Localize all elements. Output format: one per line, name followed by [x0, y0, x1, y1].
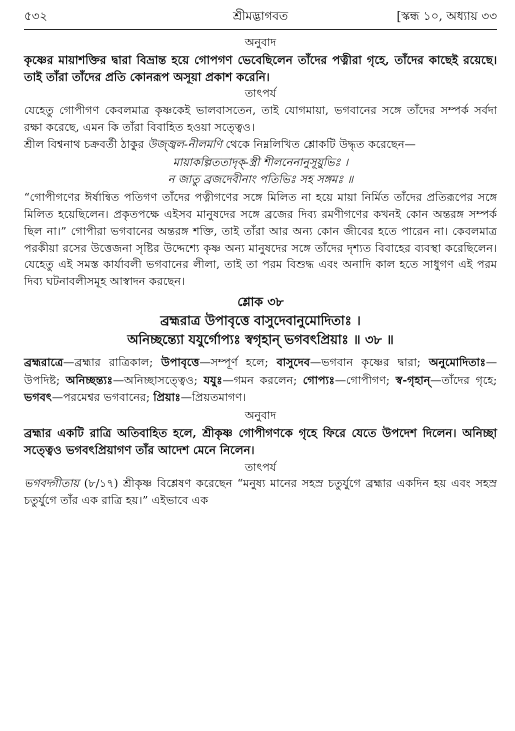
- purport-paragraph-2: [24, 137, 497, 154]
- quoted-verse-line-2: ন জাতু ব্রজদেবীনাং পতিভিঃ সহ সঙ্গমঃ ॥: [167, 173, 354, 187]
- synonym-meaning: —উপদিষ্ট;: [24, 355, 497, 387]
- translation-text-prev: কৃষ্ণের মায়াশক্তির দ্বারা বিভ্রান্ত হয়ে গোপগণ ভেবেছিলেন তাঁদের পত্নীরা গৃহে, তাঁদের কাছেই রয়েছে। তাই তাঁরা তাঁদের প্রতি কোনরূপ অসূয়া প্রকাশ করেনি।: [24, 52, 497, 84]
- translation-text: ব্রহ্মার একটি রাত্রি অতিবাহিত হলে, শ্রীকৃষ্ণ গোপীগণকে গৃহে ফিরে যেতে উপদেশ দিলেন। অনিচ্ছা সত্ত্বেও ভগবৎপ্রিয়াগণ তাঁর আদেশ মেনে নিলেন।: [24, 425, 497, 457]
- synonym-meaning: —সম্পূর্ণ হলে;: [199, 355, 269, 369]
- synonym-word: যযুঃ: [203, 372, 223, 387]
- purport-body: (৮/১৭) শ্রীকৃষ্ণ বিশ্লেষণ করেছেন “মনুষ্য মানের সহস্র চতুর্যুগে ব্রহ্মার একদিন হয় এবং সহস্র চতুর্যুগে তাঁর এক রাত্রি হয়।” এইভাবে এক: [24, 477, 497, 508]
- purport-book-title: ভগবদ্গীতায়: [24, 477, 80, 491]
- page-body: [24, 34, 497, 510]
- synonym-word: উপাবৃত্তে: [161, 354, 200, 369]
- synonym-word: গোপ্যঃ: [302, 372, 335, 387]
- synonym-meaning: —ভগবান কৃষ্ণের দ্বারা;: [310, 355, 421, 369]
- verse-line-1: ব্রহ্মরাত্র উপাবৃত্তে বাসুদেবানুমোদিতাঃ ।: [160, 313, 361, 329]
- cited-book-title: উজ্জ্বল-নীলমণি: [147, 137, 223, 151]
- synonyms-block: [24, 354, 497, 407]
- synonym-meaning: —অনিচ্ছাসত্ত্বেও;: [112, 373, 198, 387]
- quoted-verse-line-1: মায়াকল্পিততাদৃক্-স্ত্রী শীলনেনানুসূয়ুভিঃ ।: [172, 155, 349, 169]
- book-title: শ্রীমদ্ভাগবত: [232, 9, 288, 23]
- purport-paragraph-1: যেহেতু গোপীগণ কেবলমাত্র কৃষ্ণকেই ভালবাসতেন, তাই যোগমায়া, ভগবানের সঙ্গে তাঁদের সম্পর্ক সর্বদা রক্ষা করেছে, এমন কি তাঁরা বিবাহিত হওয়া সত্ত্বেও।: [24, 104, 497, 134]
- purport-heading-prev: তাৎপর্য: [244, 87, 277, 101]
- synonym-meaning: —গোপীগণ;: [334, 373, 390, 387]
- synonym-meaning: —ব্রহ্মার রাত্রিকাল;: [63, 355, 153, 369]
- synonym-word: ভগবৎ: [24, 390, 52, 405]
- synonym-meaning: —গমন করলেন;: [222, 373, 297, 387]
- translation-heading: অনুবাদ: [244, 409, 277, 423]
- synonym-word: ব্রহ্মরাত্রে: [24, 354, 64, 369]
- synonym-word: স্ব-গৃহান্: [395, 372, 431, 387]
- synonym-word: অনিচ্ছন্ত্যঃ: [65, 372, 113, 387]
- verse-line-2: অনিচ্ছন্ত্যো যযুর্গোপ্যঃ স্বগৃহান্ ভগবৎপ্রিয়াঃ ॥ ৩৮ ॥: [127, 332, 394, 348]
- purport-heading: তাৎপর্য: [244, 460, 277, 474]
- purport-text: [24, 476, 497, 510]
- purport-paragraph-2-post: থেকে নিম্নলিখিত শ্লোকটি উদ্ধৃত করেছেন—: [222, 137, 416, 151]
- header-rule: [24, 29, 497, 30]
- purport-paragraph-2-pre: শ্রীল বিশ্বনাথ চক্রবর্তী ঠাকুর: [24, 137, 148, 151]
- page-number: ৫৩২: [24, 9, 48, 23]
- verse-number: শ্লোক ৩৮: [237, 293, 284, 309]
- synonym-word: প্রিয়াঃ: [153, 390, 181, 405]
- synonym-meaning: —প্রিয়তমাগণ।: [180, 391, 247, 405]
- translation-heading-prev: অনুবাদ: [244, 36, 277, 49]
- purport-paragraph-3: “গোপীগণের ঈর্ষান্বিত পতিগণ তাঁদের পত্নীগণের সঙ্গে মিলিত না হয়ে মায়া নির্মিত তাঁদের প্রতিরূপের সঙ্গে মিলিত হয়েছিলেন। প্রকৃতপক্ষে এইসব মানুষদের সঙ্গে ব্রজের দিব্য রমণীগণের কখনই কোন অন্তরঙ্গ সম্পর্ক ছিল না।” গোপীরা ভগবানের অন্তরঙ্গ শক্তি, তাই তাঁরা আর অন্য কোন জীবের হতে পারেন না। কেবলমাত্র পরকীয়া রসের উত্তেজনা সৃষ্টির উদ্দেশ্যে কৃষ্ণ অন্য মানুষদের সঙ্গে তাঁদের দৃশ্যত বিবাহের ব্যবস্থা করেছিলেন। যেহেতু এই সমস্ত কার্যাবলী ভগবানের লীলা, তাই তা পরম বিশুদ্ধ এবং অনাদি কাল হতে সাধুগণ এই পরম দিব্য ঘটনাবলীসমূহ আস্বাদন করছেন।: [24, 191, 497, 289]
- synonym-word: বাসুদেব: [276, 354, 311, 369]
- canto-chapter: [স্কন্ধ ১০, অধ্যায় ৩৩: [396, 9, 497, 23]
- synonym-meaning: —তাঁদের গৃহে;: [430, 373, 497, 387]
- synonym-word: অনুমোদিতাঃ: [428, 354, 486, 369]
- page-header: [24, 6, 497, 26]
- synonym-meaning: —পরমেশ্বর ভগবানের;: [51, 391, 150, 405]
